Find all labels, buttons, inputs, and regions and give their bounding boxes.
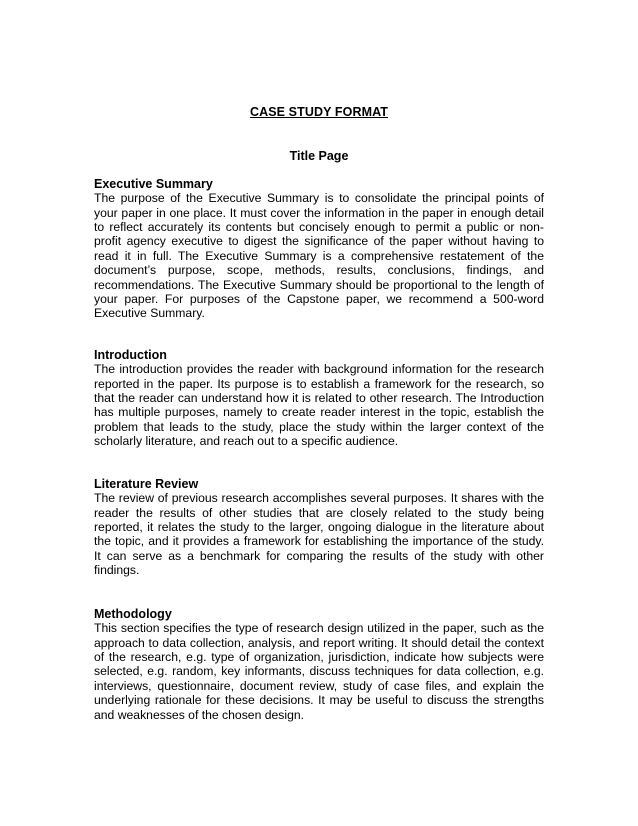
section-body: The review of previous research accomplishes several purposes. It shares with the reader the results of other studies that are closely related to the study being reported, it relates the study to the larger, ongoing dialogue in the literature about the topic, and it provides a framework for establishing the importance of the study. It can serve as a benchmark for comparing the results of the study with other findings.: [94, 491, 544, 578]
section-literature-review: [94, 477, 544, 578]
section-body: The purpose of the Executive Summary is to consolidate the principal points of your paper in one place. It must cover the information in the paper in enough detail to reflect accurately its contents but concisely enough to permit a public or non-profit agency executive to digest the significance of the paper without having to read it in full. The Executive Summary is a comprehensive restatement of the document’s purpose, scope, methods, results, conclusions, findings, and recommendations. The Executive Summary should be proportional to the length of your paper. For purposes of the Capstone paper, we recommend a 500-word Executive Summary.: [94, 191, 544, 321]
section-body: This section specifies the type of research design utilized in the paper, such as the approach to data collection, analysis, and report writing. It should detail the context of the research, e.g. type of organization, jurisdiction, indicate how subjects were selected, e.g. random, key informants, discuss techniques for data collection, e.g. interviews, questionnaire, document review, study of case files, and explain the underlying rationale for these decisions. It may be useful to discuss the strengths and weaknesses of the chosen design.: [94, 621, 544, 722]
section-body: The introduction provides the reader with background information for the research reported in the paper. Its purpose is to establish a framework for the research, so that the reader can understand how it is related to other research. The Introduction has multiple purposes, namely to create reader interest in the topic, establish the problem that leads to the study, place the study within the larger context of the scholarly literature, and reach out to a specific audience.: [94, 362, 544, 449]
section-methodology: [94, 607, 544, 722]
section-heading: Introduction: [94, 348, 167, 362]
section-introduction: [94, 348, 544, 449]
section-heading: Executive Summary: [94, 177, 213, 191]
document-title: CASE STUDY FORMAT: [249, 105, 389, 119]
section-executive-summary: [94, 177, 544, 321]
section-heading: Methodology: [94, 607, 172, 621]
section-heading: Literature Review: [94, 477, 199, 491]
title-page-label: Title Page: [289, 149, 349, 163]
